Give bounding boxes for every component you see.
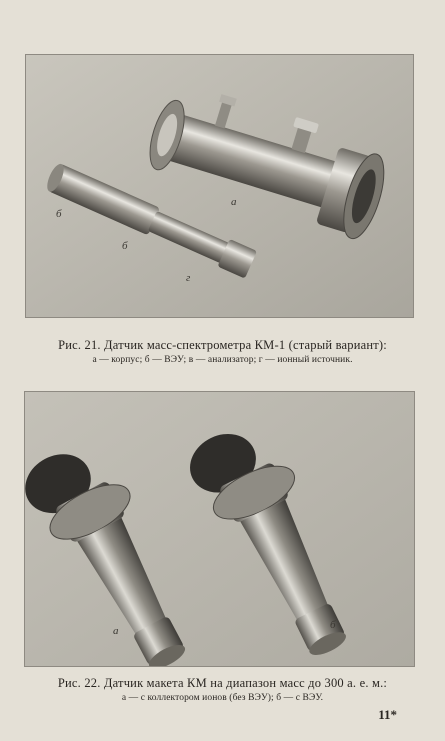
figure-22-legend: а — с коллектором ионов (без ВЭУ); б — с ВЭУ. (121, 693, 324, 703)
figure-21-photo (25, 54, 414, 318)
figure-22-photo (24, 391, 415, 667)
fig22-label-a: а (113, 625, 119, 637)
figure-21-illustration (26, 55, 413, 317)
fig21-label-b1: б (56, 208, 62, 220)
figure-22-title: Рис. 22. Датчик макета КМ на диапазон масс до 300 а. е. м.: (57, 676, 388, 690)
fig21-label-g: г (186, 272, 191, 284)
page-number: 11* (378, 707, 397, 722)
fig21-label-b2: б (122, 240, 128, 252)
figure-21-legend: а — корпус; б — ВЭУ; в — анализатор; г — ионный источник. (92, 355, 353, 365)
figure-21-title: Рис. 21. Датчик масс-спектрометра КМ-1 (старый вариант): (58, 338, 387, 352)
fig22-label-b: б (330, 619, 336, 631)
figure-22-illustration (25, 392, 414, 666)
fig21-label-a: а (231, 196, 237, 208)
